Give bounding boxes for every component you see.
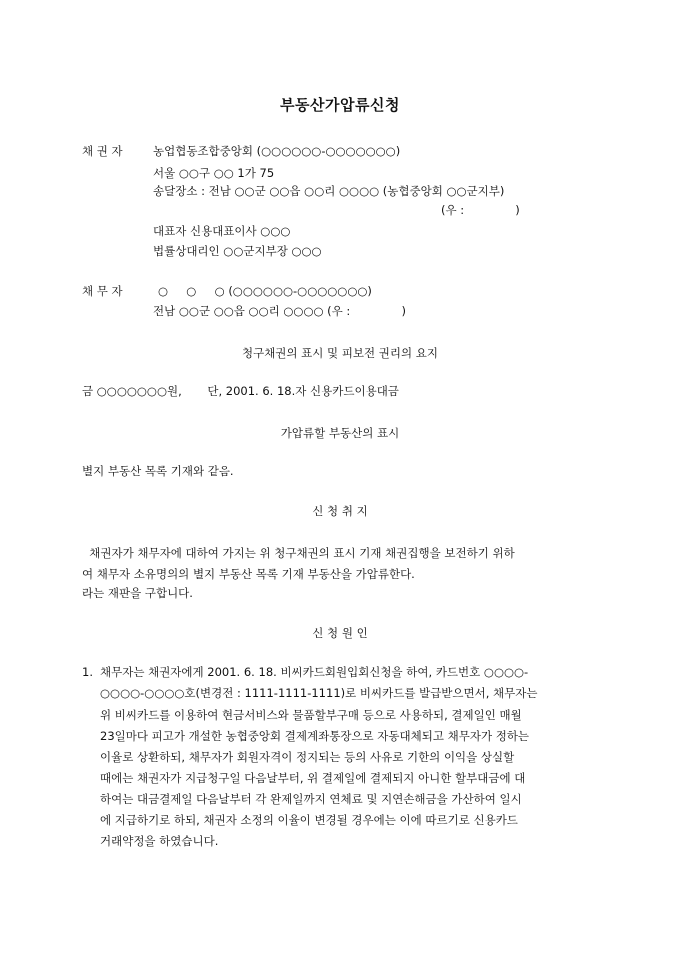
creditor-label: 채 권 자 bbox=[82, 144, 123, 158]
reason-line-9: 거래약정을 하였습니다. bbox=[100, 834, 219, 848]
reason-line-7: 하여는 대금결제일 다음날부터 각 완제일까지 연체료 및 지연손해금을 가산하여 일시 bbox=[100, 792, 522, 806]
debtor-label: 채 무 자 bbox=[82, 284, 123, 298]
debtor-address: 전남 ○○군 ○○읍 ○○리 ○○○○ (우 : ) bbox=[153, 304, 406, 318]
reason-line-2: ○○○○-○○○○호(변경전 : 1111-1111-1111)로 비씨카드를 발급받으면서, 채무자는 bbox=[100, 686, 538, 700]
debtor-name: ○ ○ ○ (○○○○○○-○○○○○○○) bbox=[158, 284, 372, 298]
claim-heading: 청구채권의 표시 및 피보전 권리의 요지 bbox=[241, 346, 439, 360]
reason-line-6: 때에는 채권자가 지급청구일 다음날부터, 위 결제일에 결제되지 아니한 할부대금에 대 bbox=[100, 771, 526, 785]
creditor-address: 서울 ○○구 ○○ 1가 75 bbox=[153, 166, 275, 180]
reason-line-3: 위 비씨카드를 이용하여 현금서비스와 물품할부구매 등으로 사용하되, 결제일인 매월 bbox=[100, 708, 522, 722]
reason-line-1: 채무자는 채권자에게 2001. 6. 18. 비씨카드회원입회신청을 하여, 카드번호 ○○○○- bbox=[100, 665, 529, 679]
property-text: 별지 부동산 목록 기재와 같음. bbox=[82, 464, 234, 478]
creditor-legal-agent: 법률상대리인 ○○군지부장 ○○○ bbox=[153, 244, 322, 258]
purpose-line-2: 여 채무자 소유명의의 별지 부동산 목록 기재 부동산을 가압류한다. bbox=[82, 567, 415, 581]
reason-item-number: 1. bbox=[82, 665, 93, 679]
document-title: 부동산가압류신청 bbox=[280, 96, 400, 114]
purpose-line-3: 라는 재판을 구합니다. bbox=[82, 586, 193, 600]
claim-amount: 금 ○○○○○○○원, 단, 2001. 6. 18.자 신용카드이용대금 bbox=[82, 384, 399, 398]
creditor-service-address: 송달장소 : 전남 ○○군 ○○읍 ○○리 ○○○○ (농협중앙회 ○○군지부) bbox=[153, 184, 505, 198]
creditor-postal-code: (우 : ) bbox=[441, 203, 520, 217]
reason-heading: 신 청 원 인 bbox=[312, 626, 368, 640]
property-heading: 가압류할 부동산의 표시 bbox=[280, 426, 400, 440]
reason-line-4: 23일마다 피고가 개설한 농협중앙회 결제계좌통장으로 자동대체되고 채무자가 정하는 bbox=[100, 729, 530, 743]
reason-line-5: 이율로 상환하되, 채무자가 회원자격이 정지되는 등의 사유로 기한의 이익을 상실할 bbox=[100, 750, 515, 764]
creditor-representative: 대표자 신용대표이사 ○○○ bbox=[153, 224, 291, 238]
purpose-heading: 신 청 취 지 bbox=[312, 504, 368, 518]
reason-line-8: 에 지급하기로 하되, 채권자 소정의 이율이 변경될 경우에는 이에 따르기로 신용카드 bbox=[100, 813, 518, 827]
creditor-name: 농업협동조합중앙회 (○○○○○○-○○○○○○○) bbox=[153, 144, 401, 158]
purpose-line-1: 채권자가 채무자에 대하여 가지는 위 청구채권의 표시 기재 채권집행을 보전하기 위하 bbox=[82, 546, 515, 560]
